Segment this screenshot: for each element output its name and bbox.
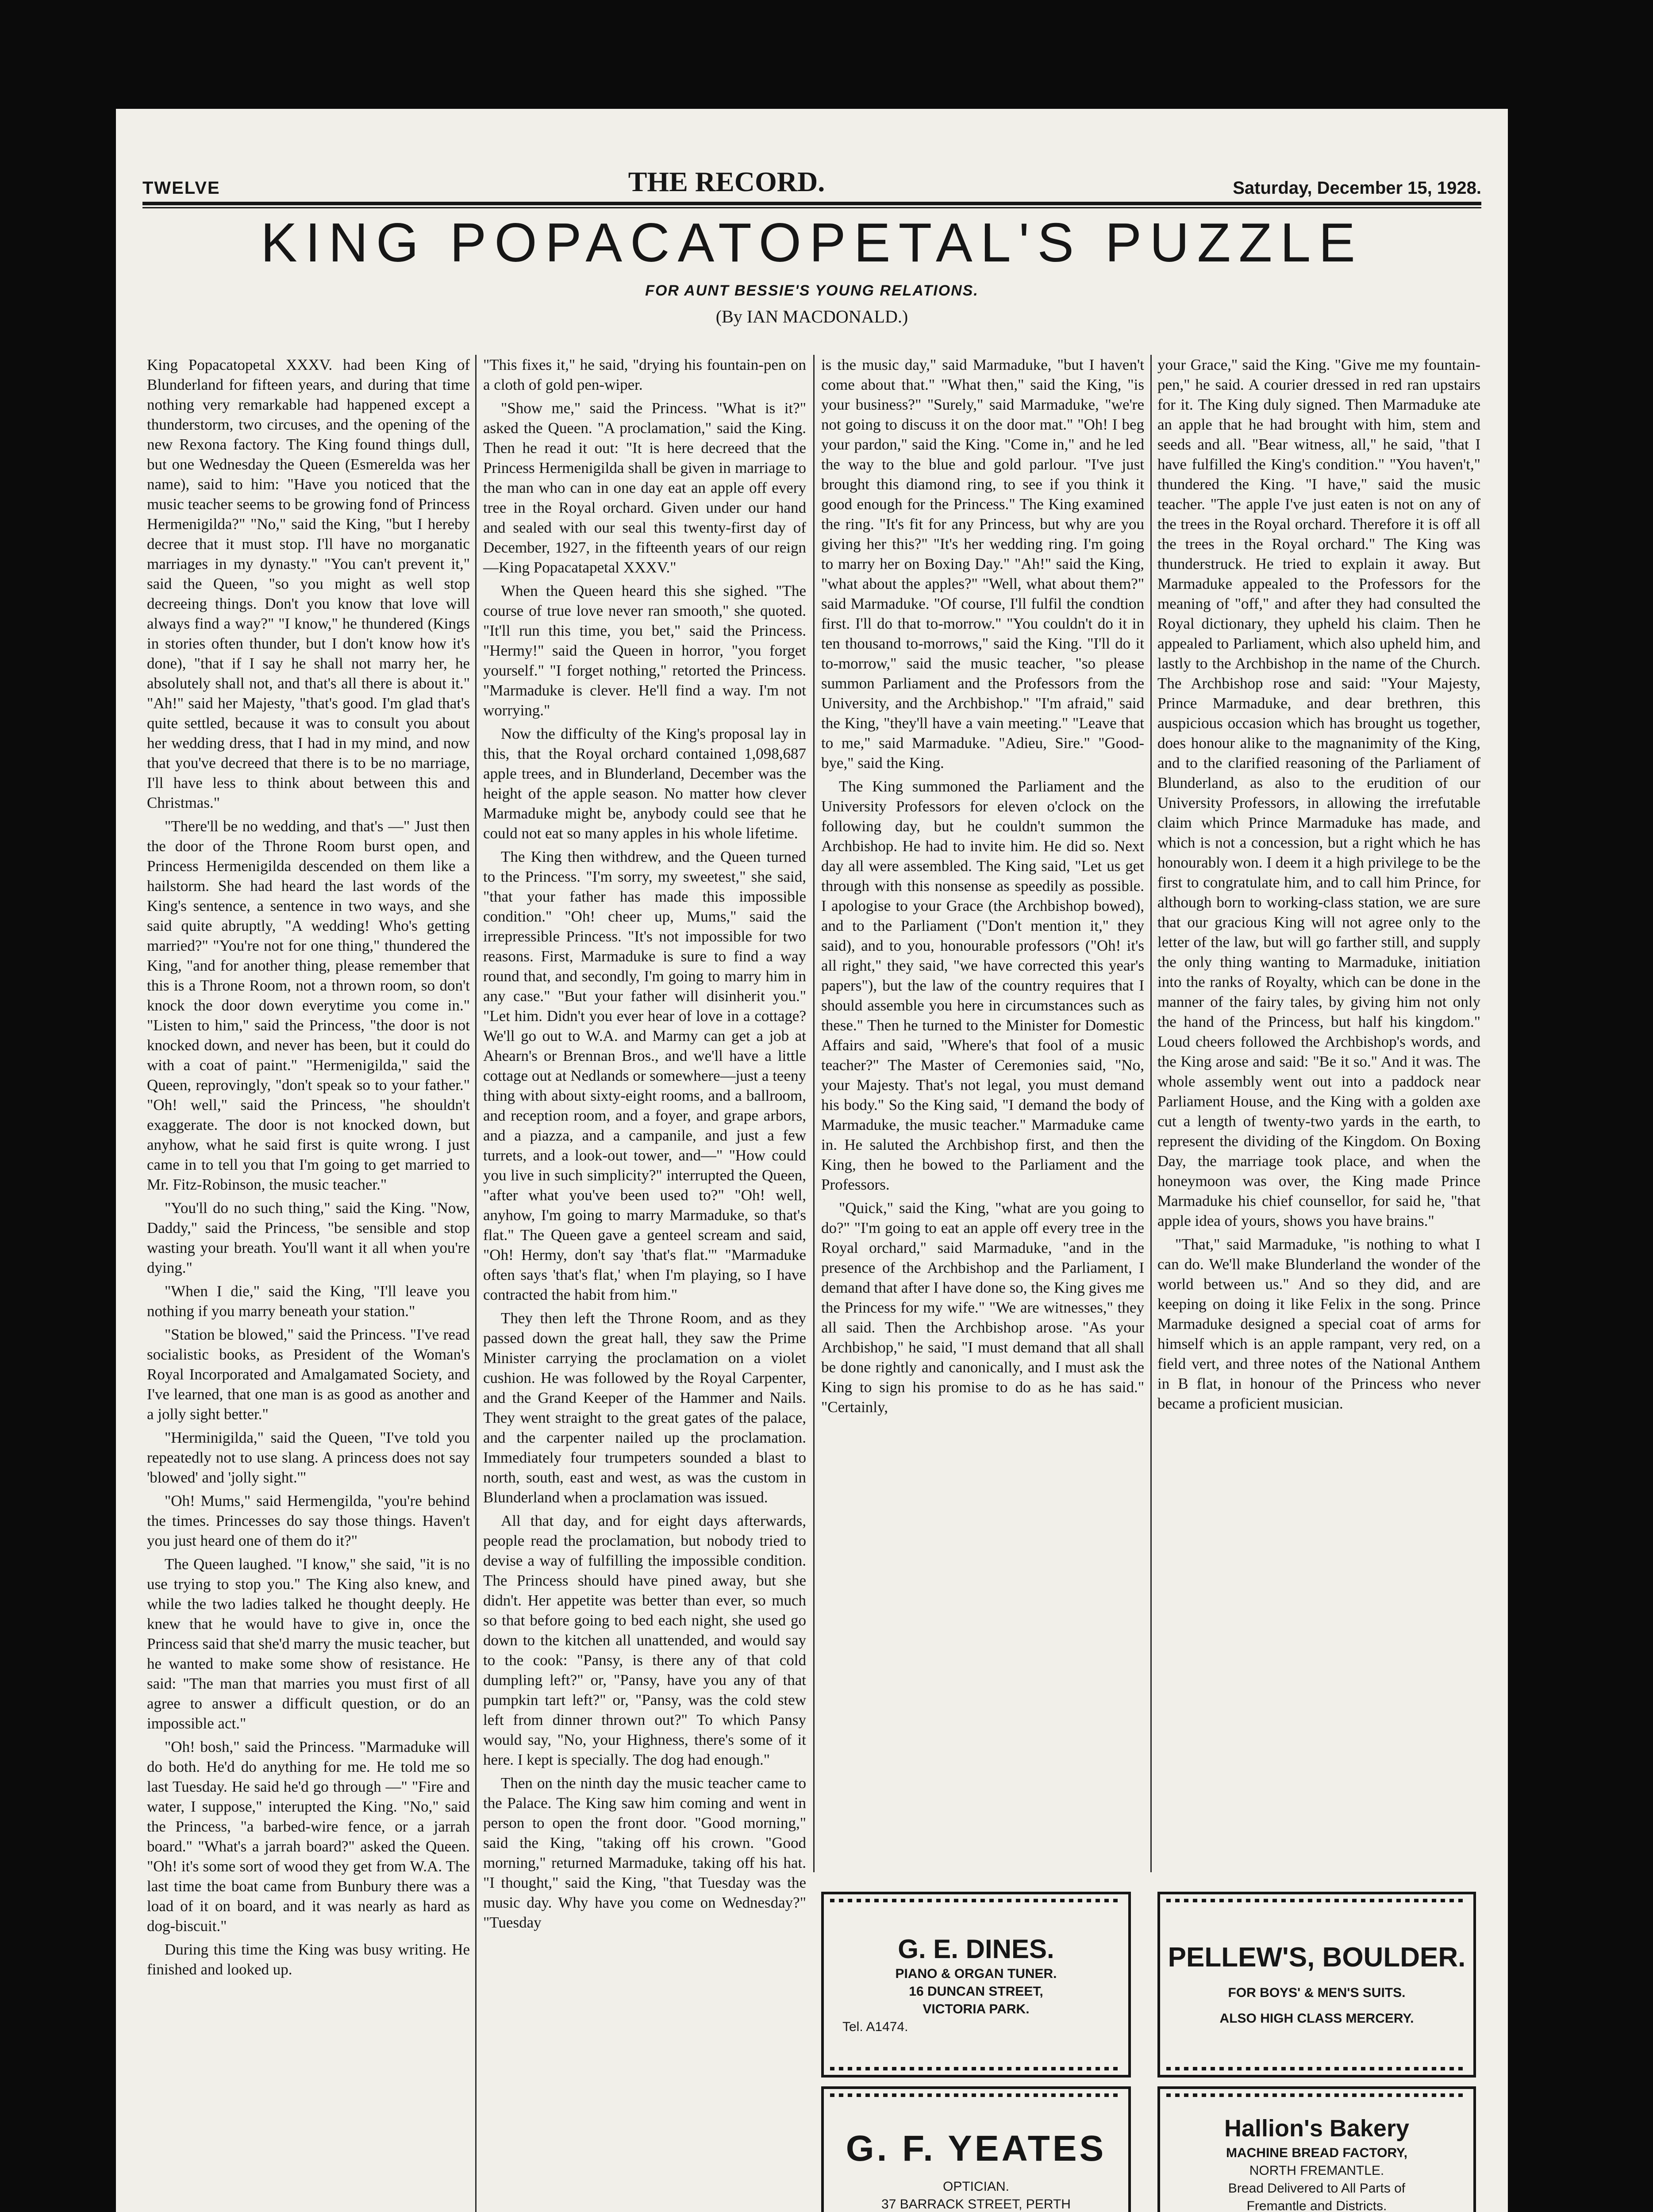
- paragraph: The Queen laughed. "I know," she said, "it is no use trying to stop you." The King also knew, and while the two ladies talked he thought deeply. He knew that he would have to give in, once the Princess said that she'd marry the music teacher, but he wanted to make some show of resistance. He said: "The man that marries you must first of all agree to answer a difficult question, or do an impossible act.": [147, 1555, 470, 1732]
- paragraph: "Oh! bosh," said the Princess. "Marmaduke will do both. He'd do anything for me. He told me so last Tuesday. He said he'd go through —" "Fire and water, I suppose," interupted the King. "No," said the Princess, "a barbed-wire fence, or a jarrah board." "What's a jarrah board?" asked the Queen. "Oh! it's some sort of wood they get from W.A. The last time the boat came from Bunbury there was a load of it on board, and it was nearly as hard as dog-biscuit.": [147, 1738, 470, 1935]
- ad-line: 16 DUNCAN STREET,: [909, 1984, 1043, 1999]
- paragraph: Now the difficulty of the King's proposal lay in this, that the Royal orchard contained 1,098,687 apple trees, and in Blunderland, December was the height of the apple season. No matter how clever Marmaduke might be, anybody could see that he could not eat so many apples in his whole lifetime.: [483, 725, 806, 842]
- paragraph: "Herminigilda," said the Queen, "I've told you repeatedly not to use slang. A princess does not say 'blowed' and 'jolly sight.'": [147, 1429, 470, 1486]
- ad-line: Tel. A1474.: [842, 2020, 908, 2034]
- page-number: TWELVE: [142, 178, 220, 198]
- ad-title: Hallion's Bakery: [1224, 2115, 1410, 2142]
- paragraph: "There'll be no wedding, and that's —" Just then the door of the Throne Room burst open, and Princess Hermenigilda descended on them like a hailstorm. She had heard the last words of the King's sentence, a sentence in two ways, and she said quite abruptly, "A wedding! Who's getting married?" "You're not for one thing," thundered the King, "and for another thing, please remember that this is a Throne Room, not a thrown room, so don't knock the door down everytime you come in." "Listen to him," said the Princess, "the door is not knocked down, and never has been, but it could do with a coat of paint." "Hermenigilda," said the Queen, reprovingly, "don't speak so to your father." "Oh! well," said the Princess, "he shouldn't exaggerate. The door is not knocked down, but anyhow, what he said first is quite wrong. I just came in to tell you that I'm going to get married to Mr. Fitz-Robinson, the music teacher.": [147, 818, 470, 1193]
- ad-line: MACHINE BREAD FACTORY,: [1226, 2146, 1408, 2160]
- paragraph: "Quick," said the King, "what are you going to do?" "I'm going to eat an apple off every tree in the Royal orchard," said Marmaduke, "and in the presence of the Archbishop and the Parliament, I demand that after I have done so, the King gives me the Princess for my wife." "We are witnesses," they all said. Then the Archbishop arose. "As your Archbishop," he said, "I must demand that all shall be done rightly and canonically, and I must ask the King to sign his promise to do as he has said." "Certainly,: [821, 1199, 1144, 1416]
- paragraph: When the Queen heard this she sighed. "The course of true love never ran smooth," she quoted. "It'll run this time, you bet," said the Princess. "Hermy!" said the Queen in horror, "you forget yourself." "I forget nothing," retorted the Princess. "Marmaduke is clever. He'll find a way. I'm not worrying.": [483, 582, 806, 719]
- paragraph: All that day, and for eight days afterwards, people read the proclamation, but nobody tried to devise a way of fulfilling the impossible condition. The Princess should have pined away, but she didn't. Her appetite was better than ever, so much so that before going to bed each night, she used go down to the kitchen all unattended, and would say to the cook: "Pansy, is there any of that cold dumpling left?" or, "Pansy, have you any of that pumpkin tart left?" or, "Pansy, was the cold stew left from dinner thrown out?" To which Pansy would say, "No, your Highness, there's some of it here. I kept is specially. The dog had enough.": [483, 1512, 806, 1768]
- ad-title: PELLEW'S, BOULDER.: [1168, 1942, 1466, 1973]
- ad-dines: [821, 1892, 1131, 2078]
- ad-pellew: [1157, 1892, 1476, 2078]
- ad-line: Bread Delivered to All Parts of: [1228, 2181, 1406, 2196]
- paragraph: "Station be blowed," said the Princess. "I've read socialistic books, as President of the Woman's Royal Incorporated and Amalgamated Society, and I've learned, that one man is as good as another and a jolly sight better.": [147, 1326, 470, 1423]
- paragraph: "Oh! Mums," said Hermengilda, "you're behind the times. Princesses do say those things. Haven't you just heard one of them do it?": [147, 1492, 470, 1549]
- ad-line: NORTH FREMANTLE.: [1249, 2163, 1384, 2178]
- story-byline: (By IAN MACDONALD.): [715, 307, 908, 326]
- article-column-1: [147, 355, 470, 2212]
- paper-title: THE RECORD.: [628, 166, 825, 197]
- paragraph: During this time the King was busy writing. He finished and looked up.: [147, 1941, 470, 1978]
- page-header: [142, 158, 1481, 198]
- header-rule-thin: [142, 207, 1481, 208]
- column-divider: [1150, 355, 1152, 1872]
- ad-line: ALSO HIGH CLASS MERCERY.: [1219, 2011, 1414, 2026]
- paragraph: The King summoned the Parliament and the University Professors for eleven o'clock on the following day, but he couldn't summon the Archbishop. He had to invite him. He did so. Next day all were assembled. The King said, "Let us get through with this nonsense as speedily as possible. I apologise to your Grace (the Archbishop bowed), and to the Parliament ("Don't mention it," they said), and to you, honourable professors ("Oh! it's all right," they said, "we have corrected this year's papers"), but the law of the country requires that I should assemble you here in circumstances such as these." Then he turned to the Minister for Domestic Affairs and said, "Where's that fool of a music teacher?" The Master of Ceremonies said, "No, your Majesty. That's not legal, you must demand his body." So the King said, "I demand the body of Marmaduke, the music teacher." Marmaduke came in. He saluted the Archbishop first, and then the King, then he bowed to the Parliament and the Professors.: [821, 778, 1144, 1193]
- paragraph: "This fixes it," he said, "drying his fountain-pen on a cloth of gold pen-wiper.: [483, 356, 806, 393]
- column-divider: [475, 355, 477, 2212]
- paragraph: "When I die," said the King, "I'll leave you nothing if you marry beneath your station.": [147, 1283, 470, 1320]
- ad-title: G. F. YEATES: [846, 2128, 1107, 2169]
- ad-line: VICTORIA PARK.: [923, 2002, 1030, 2016]
- paragraph: King Popacatopetal XXXV. had been King of Blunderland for fifteen years, and during that time nothing very remarkable had happened except a thunderstorm, two circuses, and the opening of the new Rexona factory. The King found things dull, but one Wednesday the Queen (Esmerelda was her name), said to him: "Have you noticed that the music teacher seems to be growing fond of Princess Hermenigilda?" "No," said the King, "but I hereby decree that it must stop. I'll have no morganatic marriages in my dynasty." "You can't prevent it," said the Queen, "so you might as well stop decreeing things. Don't you know that love will always find a way?" "I know," he thundered (Kings in stories often thunder, but I don't know how it's done), "that if I say he shall not marry her, he absolutely shall not, and that's all there is about it." "Ah!" said her Majesty, "that's good. I'm glad that's quite settled, because it was to consult you about her wedding dress, that I had in my mind, and now that you've decreed that there is to be no marriage, I'll have less to think about between this and Christmas.": [147, 356, 470, 811]
- ad-line: PIANO & ORGAN TUNER.: [895, 1966, 1057, 1981]
- column-divider: [813, 355, 815, 1872]
- paragraph: "That," said Marmaduke, "is nothing to what I can do. We'll make Blunderland the wonder of the world between us." And so they did, and are keeping on doing it like Felix in the song. Prince Marmaduke designed a special coat of arms for himself which is an apple rampant, very red, on a field vert, and three notes of the National Anthem in B flat, in honour of the Princess who never became a proficient musician.: [1157, 1236, 1480, 1412]
- ad-line: Fremantle and Districts.: [1246, 2199, 1387, 2212]
- newspaper-page: [116, 109, 1508, 2212]
- ad-yeates: [821, 2086, 1131, 2212]
- ad-line: 37 BARRACK STREET, PERTH: [881, 2197, 1071, 2212]
- ad-hallion: [1157, 2086, 1476, 2212]
- article-column-3: [821, 355, 1144, 1872]
- paragraph: your Grace," said the King. "Give me my fountain-pen," he said. A courier dressed in red ran upstairs for it. The King duly signed. Then Marmaduke ate an apple that he had brought with him, stem and seeds and all. "Bear witness, all," he said, "that I have fulfilled the King's condition." "You haven't," thundered the King. "I have," said the music teacher. "The apple I've just eaten is not on any of the trees in the Royal orchard. Therefore it is off all the trees in the Royal orchard." The King was thunderstruck. He tried to explain it away. But Marmaduke appealed to the Professors for the meaning of "off," and after they had consulted the Royal dictionary, they upheld his claim. Then he appealed to Parliament, which also upheld him, and lastly to the Archbishop in the name of the Church. The Archbishop rose and said: "Your Majesty, Prince Marmaduke, and dear brethren, this auspicious occasion which has brought us together, does honour alike to the magnanimity of the King, and to the clarified reasoning of the Parliament of Blunderland, as also to the erudition of our University Professors, in allowing the irrefutable claim which Prince Marmaduke has made, and which is not a concession, but a right which he has honourably won. I deem it a high privilege to be the first to congratulate him, and to call him Prince, for although born to working-class station, we are sure that our gracious King will not agree only to the letter of the law, but will go farther still, and supply the only thing wanting to Marmaduke, initiation into the ranks of Royalty, which can be done in the manner of the fairy tales, by giving him not only the hand of the Princess, but half his kingdom." Loud cheers followed the Archbishop's words, and the King arose and said: "Be it so." And it was. The whole assembly went out into a paddock near Parliament House, and the King with a golden axe cut a length of twenty-two yards in the earth, to represent the dividing of the Kingdom. On Boxing Day, the marriage took place, and when the honeymoon was over, the King made Prince Marmaduke his chief counsellor, for said he, "that apple idea of yours, shows you have brains.": [1157, 356, 1480, 1229]
- ad-title: G. E. DINES.: [898, 1934, 1054, 1964]
- paragraph: They then left the Throne Room, and as they passed down the great hall, they saw the Prime Minister carrying the proclamation on a violet cushion. He was followed by the Royal Carpenter, and the Grand Keeper of the Hammer and Nails. They went straight to the great gates of the palace, and the carpenter nailed up the proclamation. Immediately four trumpeters sounded a blast to north, south, east and west, as was the custom in Blunderland when a proclamation was issued.: [483, 1310, 806, 1506]
- article-column-4: [1157, 355, 1480, 1872]
- issue-date: Saturday, December 15, 1928.: [1233, 178, 1481, 198]
- paragraph: "Show me," said the Princess. "What is it?" asked the Queen. "A proclamation," said the King. Then he read it out: "It is here decreed that the Princess Hermenigilda shall be given in marriage to the man who can in one day eat an apple off every tree in the Royal orchard. Given under our hand and sealed with our seal this twenty-first day of December, 1927, in the fifteenth years of our reign—King Popacatapetal XXXV.": [483, 399, 806, 576]
- story-subhead: FOR AUNT BESSIE'S YOUNG RELATIONS.: [645, 282, 979, 299]
- ad-line: OPTICIAN.: [942, 2179, 1009, 2194]
- paragraph: Then on the ninth day the music teacher came to the Palace. The King saw him coming and went in person to open the front door. "Good morning," said the King, "taking off his crown. "Good morning," returned Marmaduke, taking off his hat. "I thought," said the King, "that Tuesday was the music day. Why have you come on Wednesday?" "Tuesday: [483, 1774, 806, 1931]
- paragraph: The King then withdrew, and the Queen turned to the Princess. "I'm sorry, my sweetest," she said, "that your father has made this impossible condition." "Oh! cheer up, Mums," said the irrepressible Princess. "It's not impossible for two reasons. First, Marmaduke is sure to find a way round that, and secondly, I'm going to marry him in any case." "But your father will disinherit you." "Let him. Didn't you ever hear of love in a cottage? We'll go out to W.A. and Marmy can get a job at Ahearn's or Brennan Bros., and we'll have a little cottage out at Nedlands or somewhere—just a teeny thing with about sixty-eight rooms, and a ballroom, and reception room, and a foyer, and grape arbors, and a piazza, and a campanile, and just a few turrets, and a look-out tower, and—" "How could you live in such simplicity?" interrupted the Queen, "after what you've been used to?" "Oh! well, anyhow, I'm going to marry Marmaduke, so that's flat." The Queen gave a genteel scream and said, "Oh! Hermy, don't say 'that's flat.'" "Marmaduke often says 'that's flat,' when I'm playing, so I have contracted the habit from him.": [483, 848, 806, 1303]
- paragraph: is the music day," said Marmaduke, "but I haven't come about that." "What then," said the King, "is your business?" "Surely," said Marmaduke, "we're not going to discuss it on the door mat." "Oh! I beg your pardon," said the King. "Come in," and he led the way to the blue and gold parlour. "I've just brought this diamond ring, to see if you think it good enough for the Princess." The King examined the ring. "It's fit for any Princess, but why are you giving her this?" "It's her wedding ring. I'm going to marry her on Boxing Day." "Ah!" said the King, "what about the apples?" "Well, what about them?" said Marmaduke. "Of course, I'll fulfil the condtion first. I'll do that to-morrow." "You couldn't do it in ten thousand to-morrows," said the King. "I'll do it to-morrow," said the music teacher, "so please summon Parliament and the Professors from the University, and the Archbishop." "I'm afraid," said the King, "they'll have a vain meeting." "Leave that to me," said Marmaduke. "Adieu, Sire." "Good-bye," said the King.: [821, 356, 1144, 772]
- story-headline: KING POPACATOPETAL'S PUZZLE: [261, 212, 1363, 273]
- article-column-2: [483, 355, 806, 2212]
- header-rule: [142, 202, 1481, 205]
- paragraph: "You'll do no such thing," said the King. "Now, Daddy," said the Princess, "be sensible and stop wasting your breath. You'll want it all when you're dying.": [147, 1199, 470, 1276]
- ad-line: FOR BOYS' & MEN'S SUITS.: [1228, 1985, 1406, 2000]
